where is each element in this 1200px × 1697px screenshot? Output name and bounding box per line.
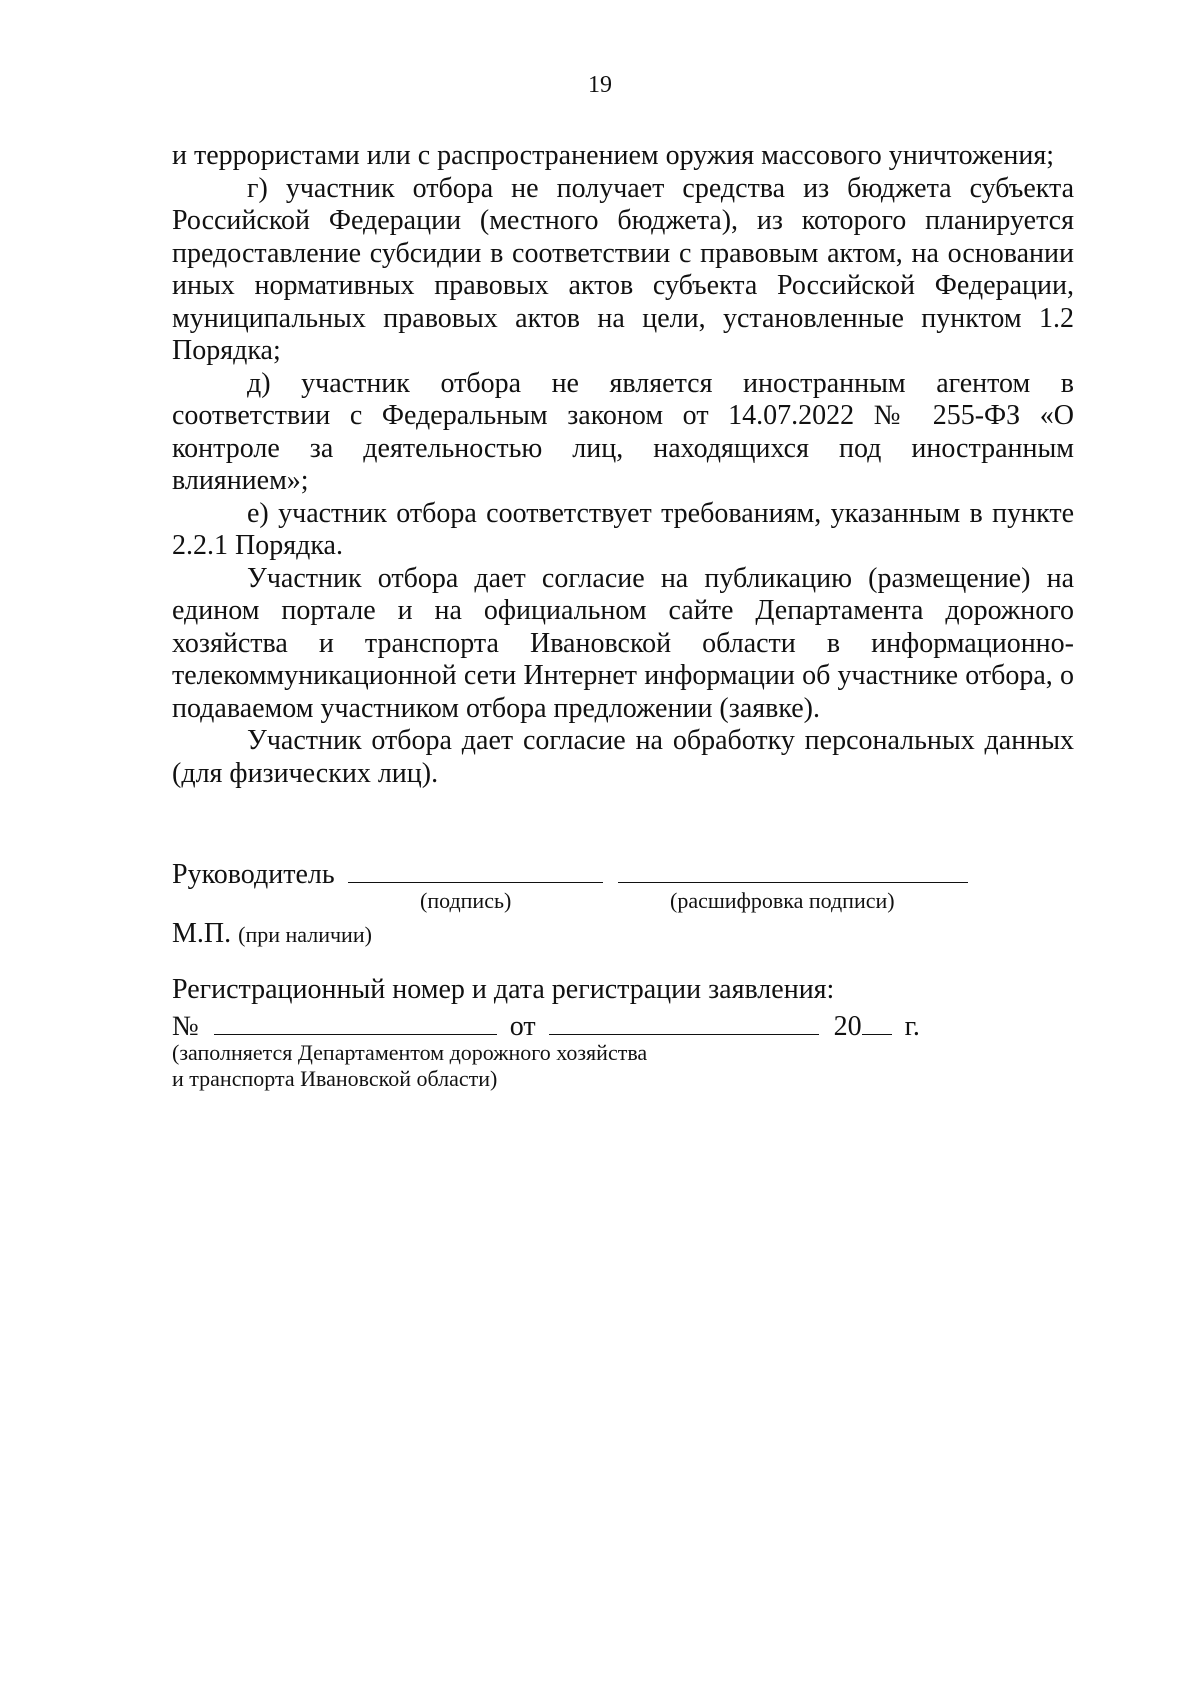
registration-note-line-2: и транспорта Ивановской области) <box>172 1066 498 1091</box>
registration-note-line-1: (заполняется Департаментом дорожного хозяйства <box>172 1040 648 1065</box>
signature-field[interactable] <box>348 856 603 883</box>
registration-title: Регистрационный номер и дата регистрации заявления: <box>172 974 835 1005</box>
registration-number-field[interactable] <box>214 1008 497 1035</box>
stamp-note: (при наличии) <box>238 922 372 947</box>
paragraph-publication-consent: Участник отбора дает согласие на публикацию (размещение) на едином портале и на официальном сайте Департамента дорожного хозяйства и транспорта Ивановской области в информационно-телекоммуникационной сети Интернет информации об участнике отбора, о подаваемом участником отбора предложении (заявке). <box>172 562 1074 724</box>
page-number: 19 <box>588 72 612 98</box>
signature-line <box>172 856 1092 891</box>
stamp-label: М.П. <box>172 918 232 949</box>
paragraph-item-d: д) участник отбора не является иностранным агентом в соответствии с Федеральным законом от 14.07.2022 № 255-ФЗ «О контроле за деятельностью лиц, находящихся под иностранным влиянием»; <box>172 367 1074 496</box>
year-field[interactable] <box>862 1008 892 1035</box>
registration-line <box>172 1008 1092 1043</box>
number-sign: № <box>172 1011 199 1042</box>
signature-caption: (подпись) <box>420 888 512 913</box>
year-prefix: 20 <box>833 1011 862 1042</box>
registration-date-field[interactable] <box>549 1008 819 1035</box>
year-suffix: г. <box>904 1011 920 1042</box>
body-text <box>172 140 1074 790</box>
from-label: от <box>509 1011 536 1042</box>
paragraph-item-e: е) участник отбора соответствует требованиям, указанным в пункте 2.2.1 Порядка. <box>172 497 1074 561</box>
signature-decoding-field[interactable] <box>618 856 968 883</box>
paragraph-continuation: и террористами или с распространением оружия массового уничтожения; <box>172 140 1054 171</box>
paragraph-personal-data-consent: Участник отбора дает согласие на обработку персональных данных (для физических лиц). <box>172 725 1074 789</box>
paragraph-item-g: г) участник отбора не получает средства из бюджета субъекта Российской Федерации (местного бюджета), из которого планируется предоставление субсидии в соответствии с правовым актом, на основании иных нормативных правовых актов субъекта Российской Федерации, муниципальных правовых актов на цели, установленные пунктом 1.2 Порядка; <box>172 172 1074 366</box>
decoding-caption: (расшифровка подписи) <box>670 888 895 913</box>
stamp-line <box>172 918 1092 950</box>
head-label: Руководитель <box>172 859 335 890</box>
